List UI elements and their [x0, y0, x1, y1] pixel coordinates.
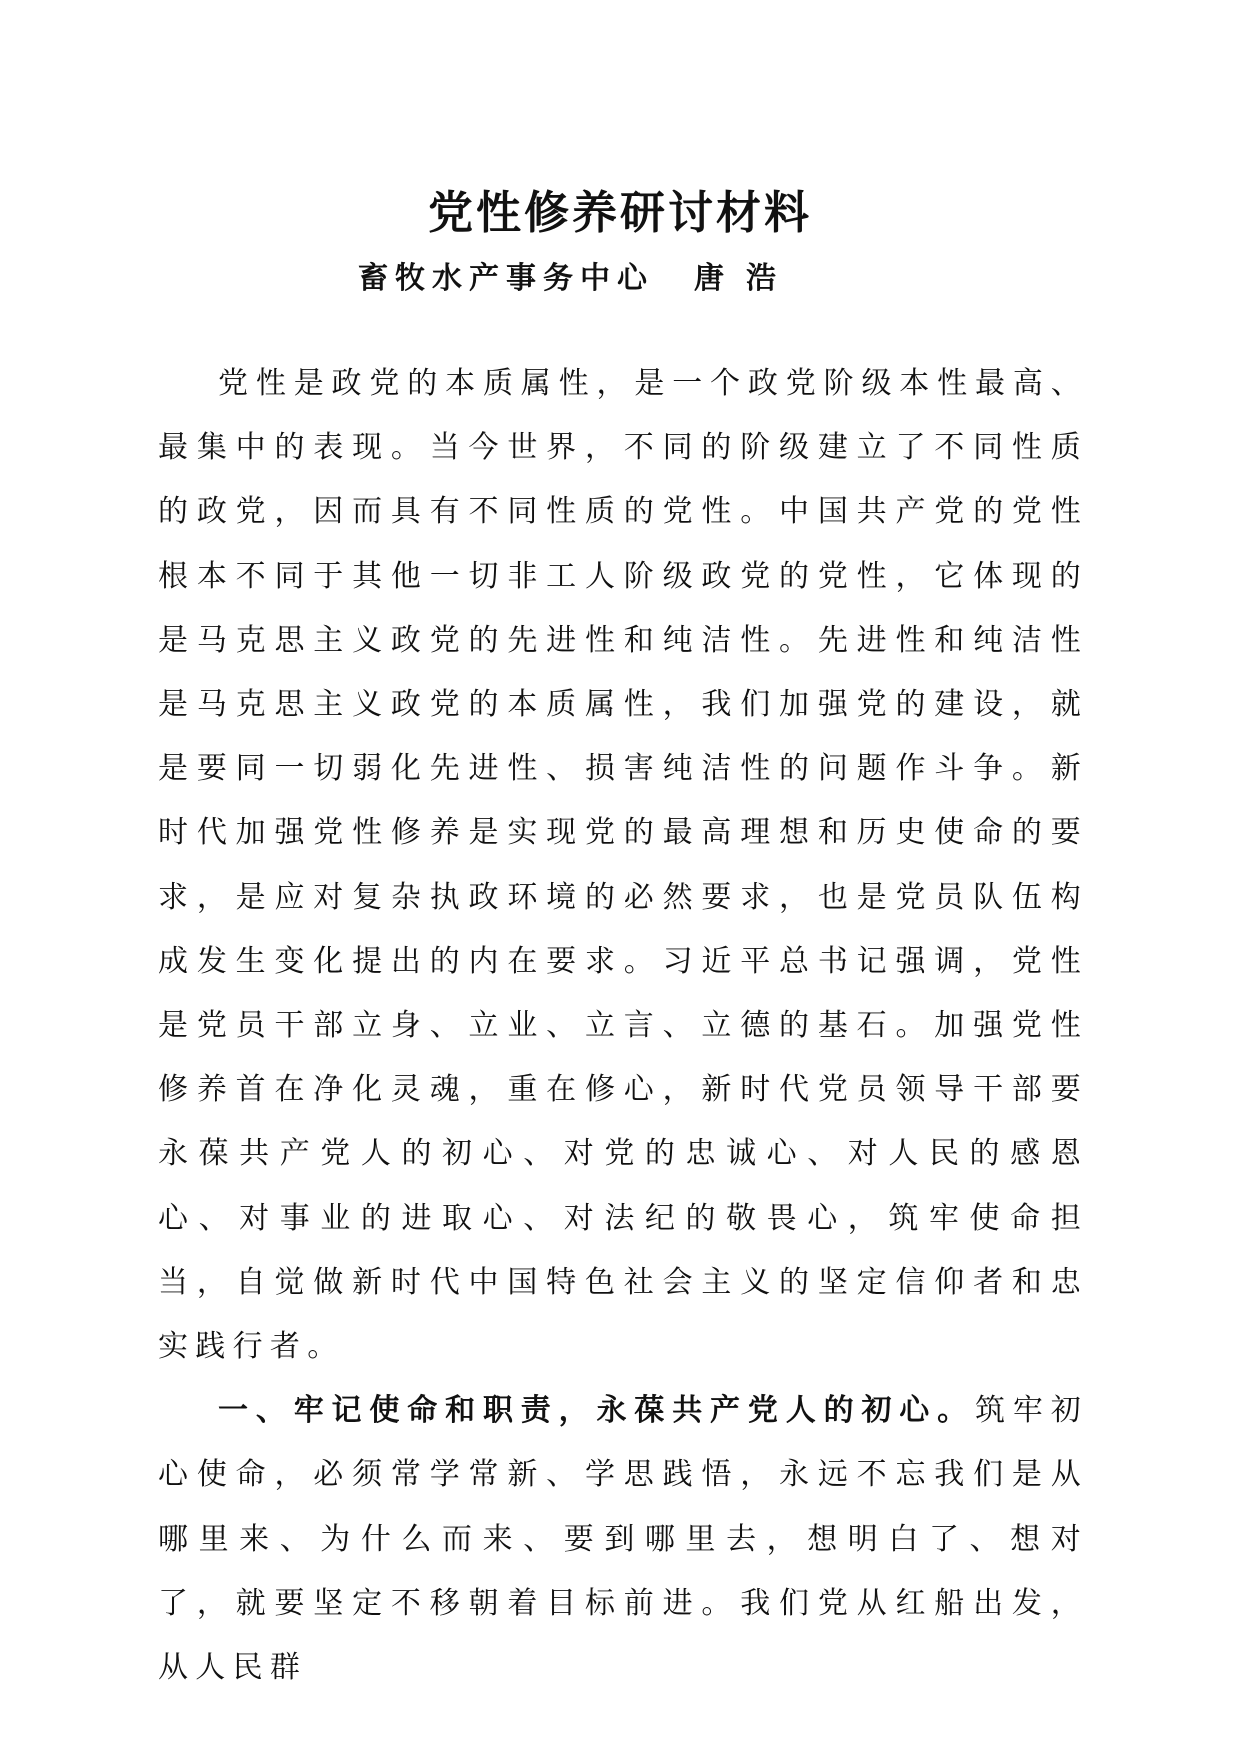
- byline: [358, 259, 798, 299]
- section-one-text: 筑牢初心使命，必须常学常新、学思践悟，永远不忘我们是从哪里来、为什么而来、要到哪里去，想明白了、想对了，就要坚定不移朝着目标前进。我们党从红船出发，从人民群: [158, 1393, 1088, 1686]
- intro-paragraph-text: 党性是政党的本质属性，是一个政党阶级本性最高、最集中的表现。当今世界，不同的阶级建立了不同性质的政党，因而具有不同性质的党性。中国共产党的党性根本不同于其他一切非工人阶级政党的党性，它体现的是马克思主义政党的先进性和纯洁性。先进性和纯洁性是马克思主义政党的本质属性，我们加强党的建设，就是要同一切弱化先进性、损害纯洁性的问题作斗争。新时代加强党性修养是实现党的最高理想和历史使命的要求，是应对复杂执政环境的必然要求，也是党员队伍构成发生变化提出的内在要求。习近平总书记强调，党性是党员干部立身、立业、立言、立德的基石。加强党性修养首在净化灵魂，重在修心，新时代党员领导干部要永葆共产党人的初心、对党的忠诚心、对人民的感恩心、对事业的进取心、对法纪的敬畏心，筑牢使命担当，自觉做新时代中国特色社会主义的坚定信仰者和忠实践行者。: [158, 366, 1088, 1365]
- intro-paragraph: [158, 352, 1088, 1379]
- byline-organization: 畜牧水产事务中心: [358, 261, 654, 296]
- section-one-heading: 一、牢记使命和职责，永葆共产党人的初心。: [218, 1393, 975, 1429]
- section-one-paragraph: [158, 1379, 1088, 1700]
- byline-author: 唐浩: [694, 261, 798, 296]
- document-body: [158, 352, 1088, 1700]
- document-title: 党性修养研讨材料: [427, 186, 812, 239]
